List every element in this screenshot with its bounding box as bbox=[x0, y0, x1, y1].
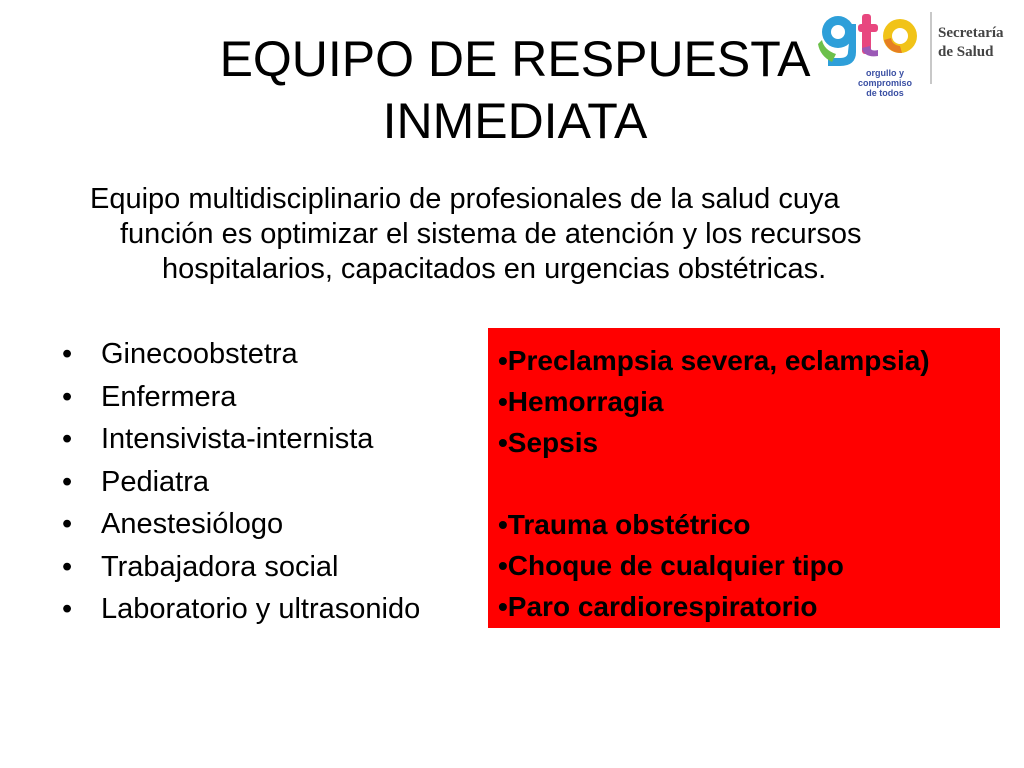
tagline-line-3: de todos bbox=[866, 88, 904, 98]
team-description bbox=[90, 182, 970, 287]
emergencies-list bbox=[498, 340, 1000, 627]
list-spacer bbox=[498, 463, 1000, 504]
tagline-line-1: orgullo y bbox=[866, 68, 904, 78]
list-item bbox=[62, 333, 482, 376]
emergencies-box bbox=[488, 328, 1000, 628]
secretaria-line-1: Secretaría bbox=[938, 25, 1004, 41]
role-label: Pediatra bbox=[101, 465, 210, 498]
list-item: •Hemorragia bbox=[498, 386, 664, 417]
logo-divider bbox=[930, 12, 932, 84]
tagline-line-2: compromiso bbox=[858, 78, 913, 88]
role-label: Enfermera bbox=[101, 380, 237, 413]
bullet-icon: • bbox=[62, 338, 73, 370]
slide-title bbox=[140, 28, 890, 152]
gto-secretaria-logo bbox=[818, 10, 1024, 100]
role-label: Laboratorio y ultrasonido bbox=[101, 593, 421, 625]
list-item bbox=[62, 461, 482, 504]
list-item bbox=[62, 503, 482, 546]
list-item: •Paro cardiorespiratorio bbox=[498, 591, 818, 622]
title-line-2: INMEDIATA bbox=[382, 93, 648, 149]
list-item: •Choque de cualquier tipo bbox=[498, 550, 844, 581]
description-line-1: Equipo multidisciplinario de profesionales de la salud cuya bbox=[90, 183, 840, 215]
list-item bbox=[62, 588, 482, 631]
bullet-icon: • bbox=[62, 550, 73, 583]
list-item bbox=[62, 546, 482, 589]
bullet-icon: • bbox=[62, 508, 73, 540]
secretaria-line-2: de Salud bbox=[938, 44, 994, 60]
bullet-icon: • bbox=[62, 593, 73, 625]
role-label: Trabajadora social bbox=[101, 550, 339, 583]
role-label: Ginecoobstetra bbox=[101, 338, 298, 370]
team-roles-list bbox=[62, 333, 482, 631]
list-item: •Sepsis bbox=[498, 427, 599, 458]
logo-tagline bbox=[858, 68, 912, 98]
secretaria-label bbox=[938, 24, 1004, 62]
role-label: Intensivista-internista bbox=[101, 423, 374, 455]
bullet-icon: • bbox=[62, 380, 73, 413]
list-item bbox=[62, 376, 482, 419]
title-line-1: EQUIPO DE RESPUESTA bbox=[219, 31, 811, 87]
bullet-icon: • bbox=[62, 465, 73, 498]
list-item: •Preclampsia severa, eclampsia) bbox=[498, 345, 930, 376]
list-item bbox=[62, 418, 482, 461]
description-line-3: hospitalarios, capacitados en urgencias obstétricas. bbox=[162, 253, 827, 285]
role-label: Anestesiólogo bbox=[101, 508, 284, 540]
bullet-icon: • bbox=[62, 423, 73, 455]
gto-logo-icon bbox=[818, 10, 928, 70]
description-line-2: función es optimizar el sistema de atención y los recursos bbox=[120, 218, 862, 250]
list-item: •Trauma obstétrico bbox=[498, 509, 751, 540]
